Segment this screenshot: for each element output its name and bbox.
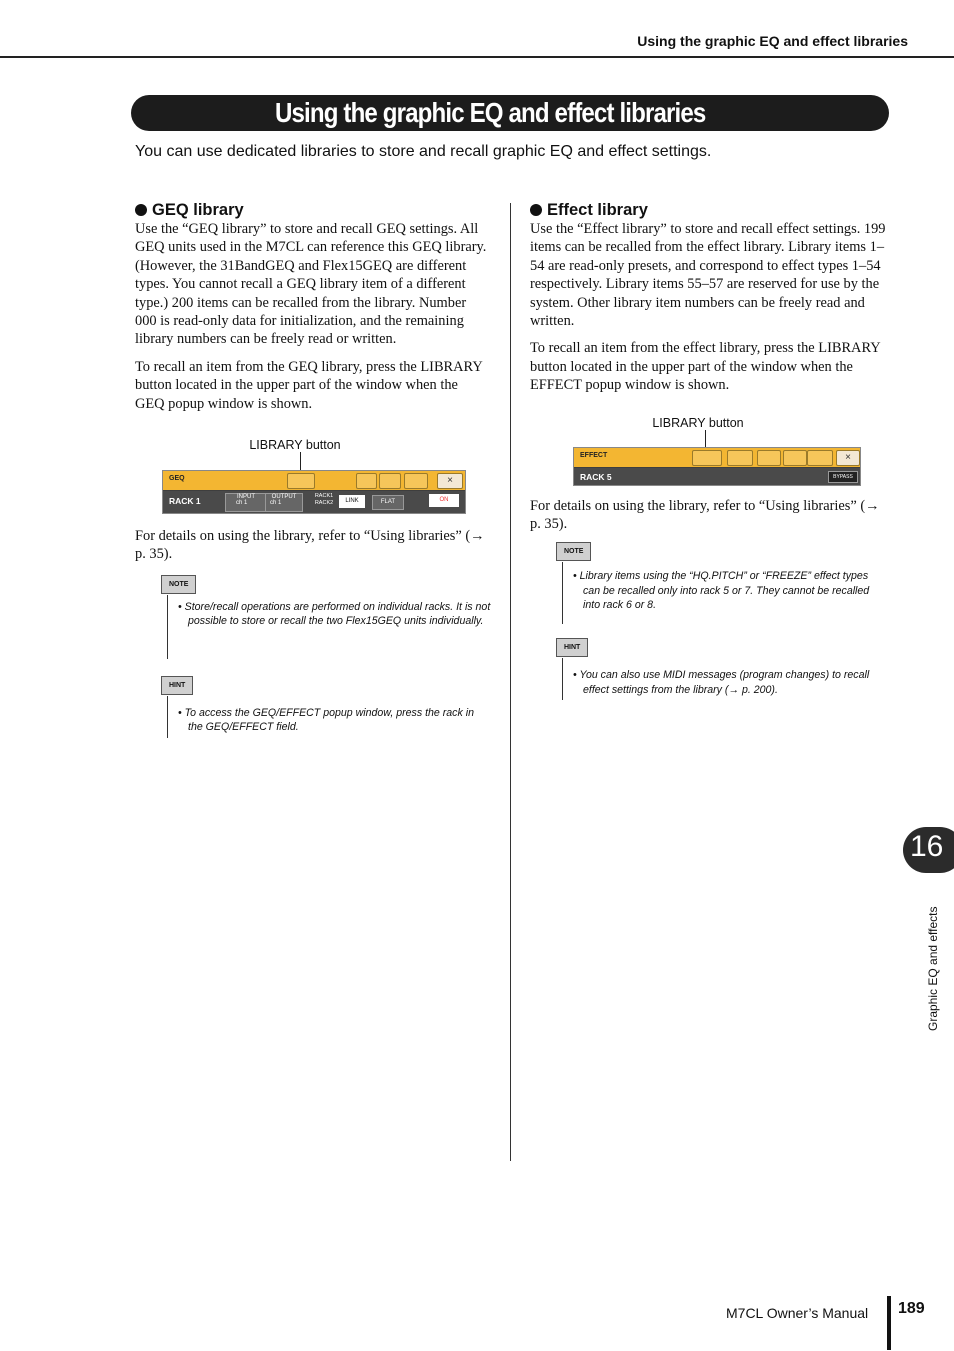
input-label: INPUT	[237, 494, 255, 501]
note-box	[556, 542, 886, 626]
hint-icon: HINT	[556, 638, 588, 657]
page-number: 189	[898, 1300, 925, 1317]
header-rule	[0, 56, 954, 58]
compare-button[interactable]	[807, 450, 833, 466]
geq-library-heading	[135, 200, 491, 220]
output-label: OUTPUT	[271, 494, 297, 501]
window-label: EFFECT	[580, 451, 608, 459]
input-patch[interactable]	[225, 493, 267, 512]
note-text: • Library items using the “HQ.PITCH” or “FREEZE” effect types can be recalled only into rack 5 or 7. They cannot be recalled into rack 6 or 8.	[573, 570, 870, 612]
input-channel: ch 1	[236, 500, 248, 507]
hint-text: • You can also use MIDI messages (program changes) to recall effect settings from the library (→ p. 200).	[573, 669, 870, 696]
note-text: • Store/recall operations are performed on individual racks. It is not possible to store or recall the two Flex15GEQ units individually.	[178, 600, 491, 628]
library-button[interactable]	[692, 450, 722, 466]
bypass-button[interactable]: BYPASS	[828, 471, 858, 483]
flat-button[interactable]: FLAT	[372, 495, 404, 510]
hint-text: • To access the GEQ/EFFECT popup window, press the rack in the GEQ/EFFECT field.	[178, 706, 474, 734]
on-button[interactable]: ON	[429, 494, 459, 507]
effect-popup-screenshot	[573, 447, 861, 486]
output-channel: ch 1	[270, 500, 282, 507]
heading-text: GEQ library	[152, 201, 244, 219]
bullet-icon	[135, 204, 147, 216]
rack-pair-label: RACK1 RACK2	[314, 493, 334, 507]
hint-icon: HINT	[161, 676, 193, 695]
hint-rule	[167, 696, 168, 738]
callout-line	[300, 452, 301, 470]
close-button[interactable]: ×	[836, 450, 860, 466]
paste-button[interactable]	[379, 473, 401, 489]
reference-text: For details on using the library, refer to “Using libraries” (→ p. 35).	[135, 528, 485, 563]
note-icon: NOTE	[556, 542, 591, 561]
running-head: Using the graphic EQ and effect libraries	[637, 33, 908, 49]
copy-button[interactable]	[356, 473, 377, 489]
compare-button[interactable]	[404, 473, 428, 489]
library-button-caption: LIBRARY button	[652, 415, 744, 430]
heading-text: Effect library	[547, 201, 648, 219]
rack-label: RACK 5	[580, 471, 612, 482]
effect-library-section	[530, 200, 886, 702]
footer-manual-title: M7CL Owner’s Manual	[726, 1305, 869, 1321]
reference-text: For details on using the library, refer to “Using libraries” (→ p. 35).	[530, 497, 880, 533]
note-rule	[562, 562, 563, 624]
intro-text: You can use dedicated libraries to store and recall graphic EQ and effect settings.	[135, 143, 712, 160]
geq-popup-screenshot	[162, 470, 466, 514]
page-title: Using the graphic EQ and effect libraries	[275, 97, 706, 128]
hint-box	[161, 676, 491, 740]
copy-button[interactable]	[757, 450, 781, 466]
close-button[interactable]: ×	[437, 473, 463, 489]
paragraph: Use the “Effect library” to store and recall effect settings. 199 items can be recalled from the effect library. Library items 1–54 are read-only presets, and correspond to effect types 1–54 respectively. Library items 55–57 are reserved for use by the system. Other library item numbers can be freely read and written.	[530, 221, 886, 330]
side-chapter-label: Graphic EQ and effects	[926, 906, 940, 1031]
paste-button[interactable]	[783, 450, 807, 466]
library-button[interactable]	[287, 473, 315, 489]
bullet-icon	[530, 204, 542, 216]
callout-line	[705, 430, 706, 447]
note-icon: NOTE	[161, 575, 196, 594]
paragraph: To recall an item from the GEQ library, press the LIBRARY button located in the upper part of the window when the GEQ popup window is shown.	[135, 358, 483, 412]
hint-box	[556, 638, 886, 702]
effect-library-heading	[530, 200, 886, 220]
default-button[interactable]	[727, 450, 753, 466]
paragraph: Use the “GEQ library” to store and recall GEQ settings. All GEQ units used in the M7CL can reference this GEQ library. (However, the 31BandGEQ and Flex15GEQ are different types. You cannot recall a GEQ library item of a different type.) 200 items can be recalled from the library. Number 000 is read-only data for initialization, and the remaining library numbers can be freely read or written.	[135, 221, 487, 348]
window-label: GEQ	[169, 475, 185, 483]
rack-label: RACK 1	[169, 496, 201, 507]
library-button-caption: LIBRARY button	[249, 438, 341, 453]
hint-rule	[562, 658, 563, 700]
output-patch[interactable]	[265, 493, 303, 512]
paragraph: To recall an item from the effect library, press the LIBRARY button located in the upper part of the window when the EFFECT popup window is shown.	[530, 340, 881, 394]
chapter-number: 16	[910, 830, 944, 863]
column-divider	[510, 203, 511, 1161]
footer-bar	[887, 1296, 891, 1350]
note-rule	[167, 595, 168, 659]
geq-library-section	[135, 200, 491, 740]
link-button[interactable]: LINK	[339, 495, 365, 508]
note-box	[161, 575, 491, 659]
